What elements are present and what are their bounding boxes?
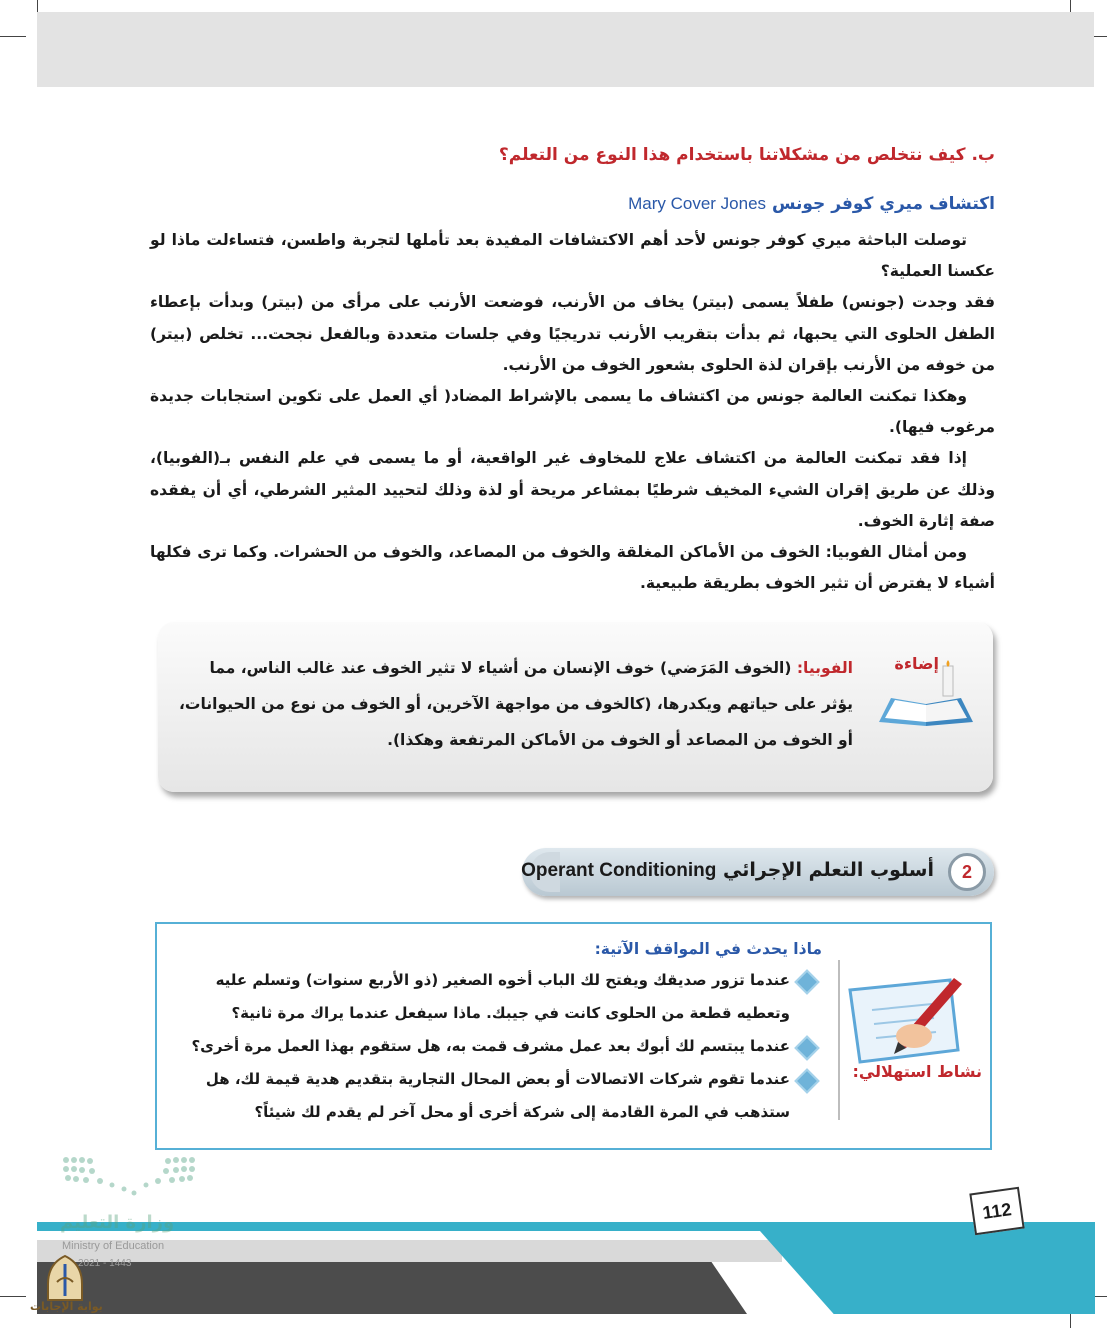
- activity-content: [162, 940, 822, 1129]
- paragraph: إذا فقد تمكنت العالمة من اكتشاف علاج للمخاوف غير الواقعية، أو ما يسمى في علم النفس بـ(الفوبيا)، وذلك عن طريق إقران الشيء المخيف شرطيًا بمشاعر مريحة أو لذة وذلك لتحييد المثير الشرطي، أي أن يفقده صفة إثارة الخوف.: [150, 449, 995, 530]
- list-item: [162, 1030, 822, 1063]
- list-item-text: عندما تزور صديقك ويفتح لك الباب أخوه الصغير (ذو الأربع سنوات) وتسلم عليه وتعطيه قطعة من الحلوى كانت في جيبك. ماذا سيفعل عندما يراك مرة ثانية؟: [215, 971, 790, 1022]
- list-item: [162, 1063, 822, 1129]
- discovery-title: [150, 194, 995, 214]
- paragraph: وهكذا تمكنت العالمة جونس من اكتشاف ما يسمى بالإشراط المضاد( أي العمل على تكوين استجابات جديدة مرغوب فيها).: [150, 387, 995, 437]
- activity-divider: [838, 960, 840, 1120]
- discovery-title-ar: اكتشاف ميري كوفر جونس: [771, 194, 995, 214]
- discovery-body: [150, 225, 995, 599]
- activity-question: ماذا يحدث في المواقف الآتية:: [594, 940, 822, 958]
- list-item-text: عندما تقوم شركات الاتصالات أو بعض المحال التجارية بتقديم هدية قيمة لك، هل ستذهب في المرة القادمة إلى شركة أخرى أو محل آخر لم يقدم لك شيئاً؟: [205, 1070, 790, 1121]
- discovery-title-en: Mary Cover Jones: [628, 194, 767, 213]
- page-number: 112: [969, 1187, 1024, 1236]
- section-2-title-en: Operant Conditioning: [521, 860, 717, 881]
- section-2-header: [522, 848, 994, 896]
- ministry-name-ar: وزارة التعليم: [60, 1212, 175, 1233]
- info-box: [158, 622, 993, 792]
- paragraph: توصلت الباحثة ميري كوفر جونس لأحد أهم الاكتشافات المفيدة بعد تأملها لتجربة واطسن، فتساءلت ماذا لو عكسنا العملية؟: [150, 231, 995, 281]
- footer-teal-wedge: [760, 1231, 1095, 1314]
- diamond-bullet-icon: [794, 1068, 819, 1093]
- list-item: [162, 964, 822, 1030]
- portal-emblem-icon: [42, 1254, 88, 1304]
- ministry-name-en: Ministry of Education: [62, 1240, 165, 1252]
- info-label: إضاءة: [894, 654, 939, 673]
- diamond-bullet-icon: [794, 1035, 819, 1060]
- ministry-logo-dots-icon: [62, 1155, 197, 1203]
- activity-label: نشاط استهلالي:: [852, 1062, 982, 1081]
- activity-box: [155, 922, 992, 1150]
- footer-dark-band: [37, 1262, 747, 1314]
- header-band: [37, 12, 1094, 87]
- diamond-bullet-icon: [794, 969, 819, 994]
- list-item-text: عندما يبتسم لك أبوك بعد عمل مشرف قمت به، هل ستقوم بهذا العمل مرة أخرى؟: [191, 1037, 790, 1055]
- book-candle-icon: [871, 660, 981, 730]
- section-number-badge: 2: [948, 853, 986, 891]
- info-text: [178, 650, 853, 758]
- section-b-heading: ب. كيف نتخلص من مشكلاتنا باستخدام هذا النوع من التعلم؟: [498, 145, 995, 165]
- crop-mark: [0, 36, 26, 37]
- pen-writing-icon: [842, 970, 982, 1070]
- info-definition: (الخوف المَرَضي) خوف الإنسان من أشياء لا تثير الخوف عند غالب الناس، مما يؤثر على حياتهم ويكدرها، (كالخوف من مواجهة الآخرين، أو الخوف من نوع من الحيوانات، أو الخوف من المصاعد أو الخوف من الأماكن المرتفعة وهكذا).: [179, 659, 853, 749]
- footer-teal-band: [37, 1222, 1095, 1231]
- portal-name: بوابة الإجابات: [30, 1300, 103, 1313]
- section-2-title: [521, 859, 934, 882]
- paragraph: فقد وجدت (جونس) طفلاً يسمى (بيتر) يخاف من الأرنب، فوضعت الأرنب على مرأى من (بيتر) وبدأت بإعطاء الطفل الحلوى التي يحبها، ثم بدأت بتقريب الأرنب تدريجيًا وفي جلسات متعددة وبالفعل نجحت... تخلص (بيتر) من خوفه من الأرنب بإقران لذة الحلوى بشعور الخوف من الأرنب.: [150, 293, 995, 374]
- info-term: الفوبيا:: [796, 659, 853, 677]
- paragraph: ومن أمثال الفوبيا: الخوف من الأماكن المغلقة والخوف من المصاعد، والخوف من الحشرات. وكما ترى فكلها أشياء لا يفترض أن تثير الخوف بطريقة طبيعية.: [150, 543, 995, 593]
- section-2-title-ar: أسلوب التعلم الإجرائي: [722, 859, 934, 881]
- crop-mark: [0, 1296, 26, 1297]
- ministry-year: 2021 - 1443: [78, 1258, 132, 1269]
